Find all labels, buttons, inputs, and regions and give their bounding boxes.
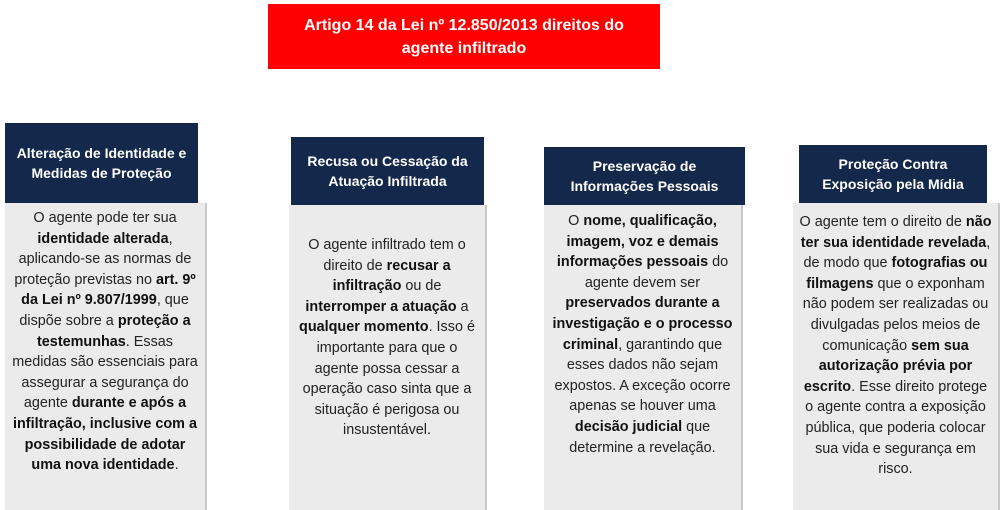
highlighted-text: fotografias ou filmagens <box>806 255 988 292</box>
highlighted-text: qualquer momento <box>299 319 429 336</box>
body-text: , que dispõe sobre a <box>19 292 189 329</box>
column-2-heading: Recusa ou Cessação da Atuação Infiltrada <box>291 137 484 205</box>
column-4-text <box>793 203 1000 510</box>
highlighted-text: art. 9º da Lei nº 9.807/1999 <box>21 271 196 309</box>
body-text: do agente devem ser <box>584 254 729 291</box>
body-text: a <box>456 298 469 315</box>
body-text: O agente pode ter sua <box>33 210 177 226</box>
body-text: . <box>174 457 179 474</box>
body-text: que o exponham não podem ser realizadas ou divulgadas pelos meios de comunicação <box>802 275 989 354</box>
body-text: , de modo que <box>803 234 991 272</box>
column-4-heading: Proteção Contra Exposição pela Mídia <box>799 145 987 203</box>
highlighted-text: durante e após a infiltração, inclusive com a possibilidade de adotar uma nova identidade <box>13 395 197 474</box>
column-2-text <box>289 205 487 510</box>
highlighted-text: proteção a testemunhas <box>37 312 191 350</box>
column-3-text <box>544 205 743 510</box>
column-1-text <box>5 203 207 510</box>
highlighted-text: interromper a atuação <box>305 298 457 315</box>
diagram-title: Artigo 14 da Lei nº 12.850/2013 direitos do agente infiltrado <box>268 4 660 69</box>
highlighted-text: decisão judicial <box>574 418 683 435</box>
highlighted-text: nome, qualificação, imagem, voz e demais informações pessoais <box>556 213 719 271</box>
body-text: , aplicando-se as normas de proteção previstas no <box>14 230 192 288</box>
highlighted-text: preservados durante a investigação e o processo criminal <box>552 295 733 353</box>
highlighted-text: recusar a infiltração <box>332 257 451 295</box>
body-text: . Esse direito protege o agente contra a exposição pública, que poderia colocar sua vida e segurança em risco. <box>805 378 988 478</box>
body-text: O agente infiltrado tem o direito de <box>308 237 466 274</box>
body-text: O <box>568 213 584 229</box>
column-3-heading: Preservação de Informações Pessoais <box>544 147 745 205</box>
body-text: . Essas medidas são essenciais para assegurar a segurança do agente <box>12 333 198 412</box>
body-text: . Isso é importante para que o agente possa cessar a operação caso sinta que a situação é perigosa ou insustentável. <box>302 319 475 439</box>
body-text: que determine a revelação. <box>569 418 716 456</box>
body-text: , garantindo que esses dados não sejam expostos. A exceção ocorre apenas se houver uma <box>554 336 731 415</box>
highlighted-text: não ter sua identidade revelada <box>800 214 992 251</box>
body-text: O agente tem o direito de <box>799 214 966 230</box>
highlighted-text: sem sua autorização prévia por escrito <box>803 337 973 395</box>
column-1-heading: Alteração de Identidade e Medidas de Proteção <box>5 123 198 203</box>
highlighted-text: identidade alterada <box>37 230 169 247</box>
body-text: ou de <box>401 278 442 295</box>
